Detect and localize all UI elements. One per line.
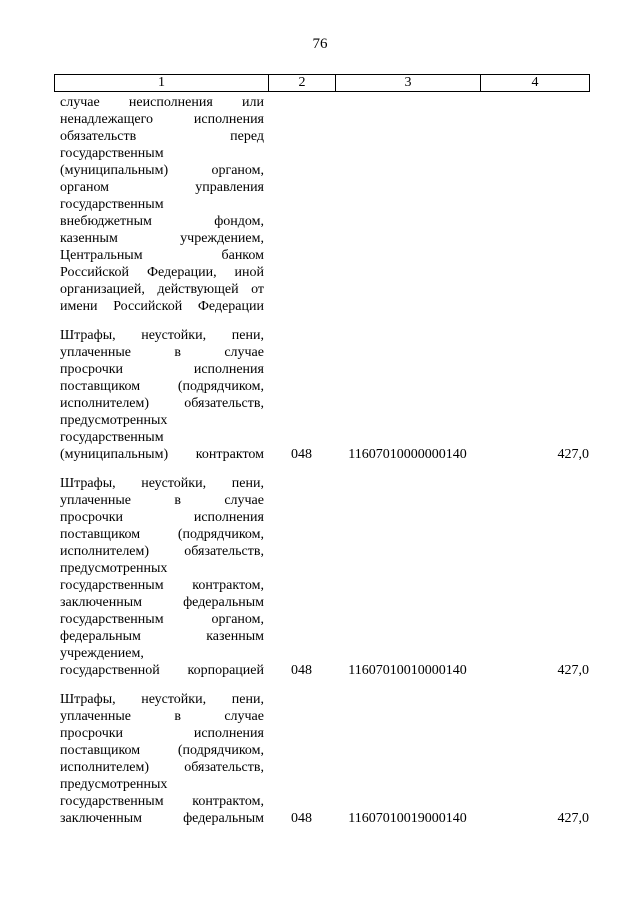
budget-classification-code: 11607010010000140 [348,663,467,678]
admin-code: 048 [291,447,312,462]
description-line: государственным [60,146,164,161]
amount [480,94,589,315]
description-line: Центральным банком [60,248,264,263]
budget-classification-code: 11607010019000140 [348,811,467,826]
row-spacer [54,463,589,475]
amount: 427,0 [557,811,589,826]
description-line: Российской Федерации, иной [60,265,264,280]
table-row [54,327,589,463]
description-line: поставщиком (подрядчиком, [60,527,264,542]
description-line: уплаченные в случае [60,493,264,508]
description-line: Штрафы, неустойки, пени, [60,476,264,491]
admin-code: 048 [291,663,312,678]
description-line: (муниципальным) органом, [60,163,264,178]
description-line: государственным [60,430,164,445]
table-row [54,691,589,827]
description-line: ненадлежащего исполнения [60,112,264,127]
description-line: предусмотренных [60,413,168,428]
page-number: 76 [312,36,328,52]
description-line: внебюджетным фондом, [60,214,264,229]
description-line: (муниципальным) контрактом [60,447,264,462]
description-line: государственной корпорацией [60,663,264,678]
description-line: просрочки исполнения [60,510,264,525]
description-line: исполнителем) обязательств, [60,544,264,559]
description-line: поставщиком (подрядчиком, [60,379,264,394]
description-line: федеральным казенным [60,629,264,644]
description-line: случае неисполнения или [60,95,264,110]
description-line: исполнителем) обязательств, [60,396,264,411]
description-line: уплаченные в случае [60,345,264,360]
admin-code [268,94,335,315]
description-line: государственным [60,197,164,212]
description-line: казенным учреждением, [60,231,264,246]
description-line: предусмотренных [60,777,168,792]
description-line: учреждением, [60,646,144,661]
description-line: просрочки исполнения [60,726,264,741]
description-line: заключенным федеральным [60,811,264,826]
table-body [54,94,589,827]
header-col-4: 4 [481,75,590,92]
header-row [55,75,590,92]
description-line: обязательств перед [60,129,264,144]
row-spacer [54,679,589,691]
table-row [54,475,589,679]
description-line: поставщиком (подрядчиком, [60,743,264,758]
amount: 427,0 [557,447,589,462]
table-row [54,94,589,315]
row-spacer [54,315,589,327]
description-line: Штрафы, неустойки, пени, [60,328,264,343]
budget-classification-code [335,94,480,315]
description-line: имени Российской Федерации [60,299,264,314]
header-col-2: 2 [269,75,336,92]
budget-classification-code: 11607010000000140 [348,447,467,462]
description-line: исполнителем) обязательств, [60,760,264,775]
admin-code: 048 [291,811,312,826]
description-line: Штрафы, неустойки, пени, [60,692,264,707]
header-col-3: 3 [336,75,481,92]
description-line: организацией, действующей от [60,282,264,297]
description-line: органом управления [60,180,264,195]
income-description [54,475,268,679]
description-line: государственным органом, [60,612,264,627]
description-line: предусмотренных [60,561,168,576]
amount: 427,0 [557,663,589,678]
description-line: государственным контрактом, [60,794,264,809]
description-line: уплаченные в случае [60,709,264,724]
description-line: государственным контрактом, [60,578,264,593]
table-header [54,74,590,92]
income-description [54,691,268,827]
header-col-1: 1 [55,75,269,92]
income-description [54,327,268,463]
description-line: заключенным федеральным [60,595,264,610]
description-line: просрочки исполнения [60,362,264,377]
income-description [54,94,268,315]
